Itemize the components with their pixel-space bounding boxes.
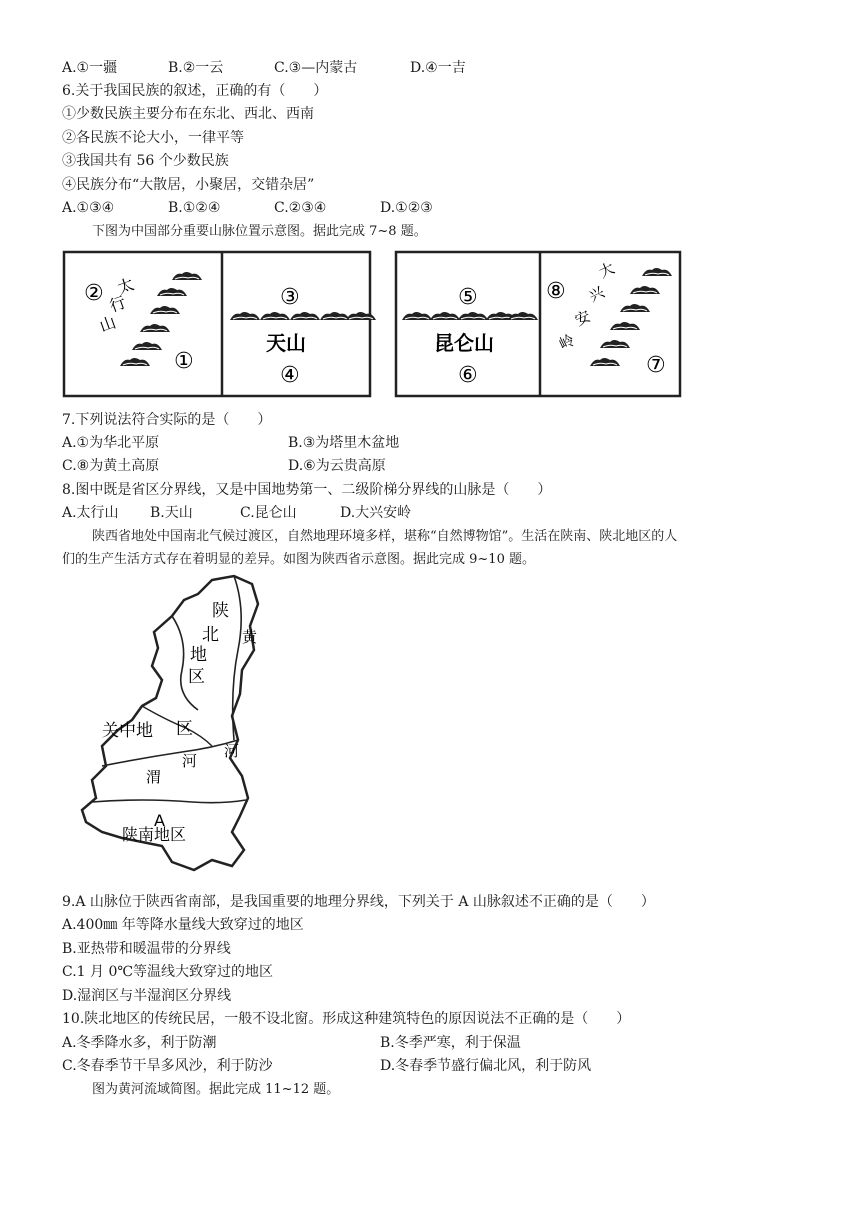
panel-daxinganling — [546, 259, 672, 378]
mark-5: ⑤ — [458, 285, 478, 310]
q8-option-d: D.大兴安岭 — [340, 505, 412, 521]
q7-option-d: D.⑥为云贵高原 — [288, 458, 386, 474]
label-taihang-3: 山 — [96, 312, 119, 336]
panel-tianshan — [230, 285, 376, 388]
q10-option-d: D.冬春季节盛行偏北风，利于防风 — [380, 1058, 592, 1074]
intro-11-12: 图为黄河流域简图。据此完成 11~12 题。 — [92, 1082, 340, 1097]
q6-statement-1: ①少数民族主要分布在东北、西北、西南 — [62, 106, 314, 122]
label-wei: 渭 — [146, 768, 162, 786]
panel-right-frame — [396, 252, 680, 396]
q6-option-a: A.①③④ — [62, 200, 115, 216]
intro-9-10-line-1: 陕西省地处中国南北气候过渡区，自然地理环境多样，堪称“自然博物馆”。生活在陕南、陕北地区的人 — [92, 529, 678, 544]
label-taihang-1: 太 — [114, 274, 137, 298]
q5-option-a: A.①一疆 — [62, 60, 118, 76]
q7-stem: 7.下列说法符合实际的是（ ） — [62, 412, 272, 428]
label-huang: 黄 — [242, 628, 258, 646]
panel-kunlun — [402, 285, 538, 388]
q5-option-d: D.④一吉 — [410, 60, 466, 76]
q10-option-c: C.冬春季节干旱多风沙，利于防沙 — [62, 1058, 273, 1074]
q6-stem: 6.关于我国民族的叙述，正确的有（ ） — [62, 83, 328, 99]
q7-option-c: C.⑧为黄土高原 — [62, 458, 160, 474]
label-he: 河 — [224, 742, 240, 760]
q9-option-c: C.1 月 0℃等温线大致穿过的地区 — [62, 964, 274, 980]
q9-option-b: B.亚热带和暖温带的分界线 — [62, 941, 231, 957]
mark-2: ② — [84, 281, 104, 306]
label-di: 地 — [190, 645, 207, 665]
mark-7: ⑦ — [646, 353, 666, 378]
label-dxal-1: 大 — [596, 258, 618, 282]
mark-3: ③ — [280, 285, 300, 310]
label-kunlun: 昆仑山 — [434, 331, 494, 355]
q6-statement-2: ②各民族不论大小，一律平等 — [62, 130, 244, 146]
q8-option-c: C.昆仑山 — [240, 505, 297, 521]
q9-stem: 9.A 山脉位于陕西省南部，是我国重要的地理分界线，下列关于 A 山脉叙述不正确的是（ ） — [62, 894, 655, 910]
label-guanzhong-qu: 区 — [176, 719, 193, 739]
mountain-figure — [62, 250, 682, 400]
q9-option-a: A.400㎜ 年等降水量线大致穿过的地区 — [62, 917, 304, 933]
label-taihang-2: 行 — [106, 292, 129, 316]
mark-8: ⑧ — [546, 279, 566, 304]
q8-option-a: A.太行山 — [62, 505, 119, 521]
q7-option-b: B.③为塔里木盆地 — [288, 435, 400, 451]
shaanxi-map — [62, 570, 272, 880]
q8-option-b: B.天山 — [150, 505, 193, 521]
label-dxal-4: 岭 — [556, 330, 578, 354]
q6-option-b: B.①②④ — [168, 200, 221, 216]
label-tianshan: 天山 — [266, 331, 306, 355]
q6-option-d: D.①②③ — [380, 200, 433, 216]
label-dxal-3: 安 — [572, 306, 594, 330]
label-dxal-2: 兴 — [586, 282, 608, 306]
q10-option-a: A.冬季降水多，利于防潮 — [62, 1035, 217, 1051]
q10-option-b: B.冬季严寒，利于保温 — [380, 1035, 521, 1051]
label-qu: 区 — [188, 667, 205, 687]
label-wei-he: 河 — [182, 752, 198, 770]
mark-1: ① — [174, 349, 194, 374]
panel-taihang — [84, 272, 202, 374]
q7-option-a: A.①为华北平原 — [62, 435, 160, 451]
mark-4: ④ — [280, 363, 300, 388]
q5-option-c: C.③—内蒙古 — [274, 60, 358, 76]
label-shannan: 陕南地区 — [122, 825, 187, 844]
label-A: A — [154, 811, 165, 830]
q8-stem: 8.图中既是省区分界线，又是中国地势第一、二级阶梯分界线的山脉是（ ） — [62, 482, 552, 498]
label-bei: 北 — [202, 625, 219, 645]
q6-option-c: C.②③④ — [274, 200, 327, 216]
q9-option-d: D.湿润区与半湿润区分界线 — [62, 988, 232, 1004]
mark-6: ⑥ — [458, 363, 478, 388]
q6-statement-4: ④民族分布“大散居，小聚居，交错杂居” — [62, 177, 315, 193]
label-shan: 陕 — [212, 601, 229, 621]
q5-option-b: B.②一云 — [168, 60, 224, 76]
q10-stem: 10.陕北地区的传统民居，一般不设北窗。形成这种建筑特色的原因说法不正确的是（ ） — [62, 1011, 631, 1027]
q6-statement-3: ③我国共有 56 个少数民族 — [62, 153, 229, 169]
intro-9-10-line-2: 们的生产生活方式存在着明显的差异。如图为陕西省示意图。据此完成 9~10 题。 — [62, 552, 535, 567]
label-guanzhong: 关中地 — [102, 721, 153, 741]
intro-7-8: 下图为中国部分重要山脉位置示意图。据此完成 7~8 题。 — [92, 224, 427, 239]
